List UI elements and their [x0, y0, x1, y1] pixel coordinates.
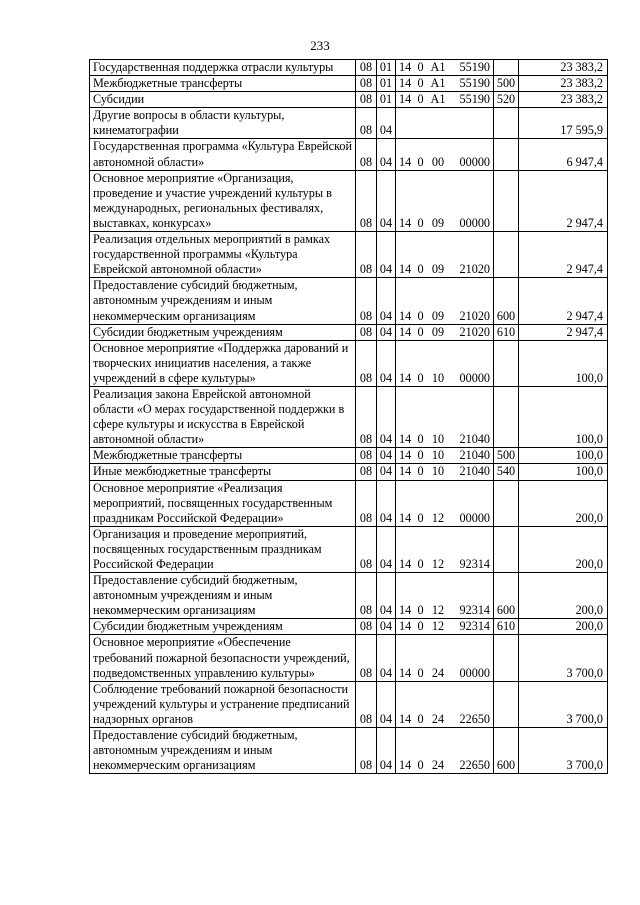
- row-expense-type-code: [494, 526, 519, 572]
- row-amount: 23 383,2: [519, 92, 608, 108]
- table-row: [90, 170, 608, 231]
- row-target-code-activity: 12: [427, 526, 450, 572]
- row-target-code-direction: 21040: [450, 448, 494, 464]
- row-target-code-activity: 24: [427, 635, 450, 681]
- row-section-code: 08: [356, 324, 377, 340]
- row-amount: 6 947,4: [519, 139, 608, 170]
- table-row: [90, 573, 608, 619]
- row-subsection-code: 04: [377, 526, 396, 572]
- row-name: Межбюджетные трансферты: [90, 448, 356, 464]
- row-target-code-program: 14: [396, 635, 415, 681]
- row-target-code-program: 14: [396, 60, 415, 76]
- row-amount: 2 947,4: [519, 278, 608, 324]
- row-target-code-subprogram: 0: [415, 681, 427, 727]
- row-target-code-subprogram: 0: [415, 728, 427, 774]
- row-expense-type-code: [494, 170, 519, 231]
- row-expense-type-code: 600: [494, 728, 519, 774]
- row-target-code-program: 14: [396, 573, 415, 619]
- row-name: Предоставление субсидий бюджетным, автономным учреждениям и иным некоммерческим организациям: [90, 728, 356, 774]
- table-row: [90, 139, 608, 170]
- row-subsection-code: 04: [377, 464, 396, 480]
- row-target-code-program: [396, 108, 415, 139]
- row-target-code-subprogram: 0: [415, 635, 427, 681]
- table-row: [90, 108, 608, 139]
- row-target-code-activity: 10: [427, 448, 450, 464]
- row-target-code-program: 14: [396, 681, 415, 727]
- row-target-code-program: 14: [396, 76, 415, 92]
- table-row: [90, 340, 608, 386]
- row-target-code-program: 14: [396, 92, 415, 108]
- row-name: Субсидии бюджетным учреждениям: [90, 619, 356, 635]
- row-target-code-subprogram: 0: [415, 340, 427, 386]
- row-target-code-activity: А1: [427, 92, 450, 108]
- row-name: Основное мероприятие «Реализация мероприятий, посвященных государственным праздникам Российской Федерации»: [90, 480, 356, 526]
- row-target-code-program: 14: [396, 170, 415, 231]
- row-target-code-direction: 92314: [450, 573, 494, 619]
- row-target-code-direction: 00000: [450, 139, 494, 170]
- row-section-code: 08: [356, 619, 377, 635]
- row-target-code-direction: 92314: [450, 526, 494, 572]
- row-expense-type-code: [494, 635, 519, 681]
- row-subsection-code: 04: [377, 232, 396, 278]
- row-subsection-code: 04: [377, 170, 396, 231]
- row-target-code-program: 14: [396, 619, 415, 635]
- row-name: Основное мероприятие «Обеспечение требований пожарной безопасности учреждений, подведомственных управлению культуры»: [90, 635, 356, 681]
- row-name: Основное мероприятие «Организация, проведение и участие учреждений культуры в международных, региональных фестивалях, выставках, конкурсах»: [90, 170, 356, 231]
- table-row: [90, 464, 608, 480]
- row-amount: 2 947,4: [519, 324, 608, 340]
- row-section-code: 08: [356, 76, 377, 92]
- row-target-code-program: 14: [396, 278, 415, 324]
- row-name: Государственная поддержка отрасли культуры: [90, 60, 356, 76]
- row-target-code-direction: [450, 108, 494, 139]
- row-amount: 200,0: [519, 526, 608, 572]
- row-target-code-subprogram: 0: [415, 573, 427, 619]
- row-name: Предоставление субсидий бюджетным, автономным учреждениям и иным некоммерческим организациям: [90, 278, 356, 324]
- row-target-code-direction: 21040: [450, 386, 494, 447]
- row-section-code: 08: [356, 232, 377, 278]
- table-row: [90, 386, 608, 447]
- row-subsection-code: 01: [377, 76, 396, 92]
- row-target-code-program: 14: [396, 340, 415, 386]
- row-amount: 100,0: [519, 448, 608, 464]
- row-subsection-code: 04: [377, 108, 396, 139]
- row-name: Иные межбюджетные трансферты: [90, 464, 356, 480]
- row-target-code-activity: 12: [427, 480, 450, 526]
- table-row: [90, 526, 608, 572]
- table-row: [90, 681, 608, 727]
- row-name: Реализация отдельных мероприятий в рамках государственной программы «Культура Еврейской автономной области»: [90, 232, 356, 278]
- table-row: [90, 232, 608, 278]
- row-target-code-activity: 09: [427, 324, 450, 340]
- row-section-code: 08: [356, 526, 377, 572]
- row-target-code-activity: 09: [427, 278, 450, 324]
- row-target-code-program: 14: [396, 526, 415, 572]
- table-row: [90, 76, 608, 92]
- row-section-code: 08: [356, 480, 377, 526]
- row-target-code-subprogram: 0: [415, 619, 427, 635]
- table-row: [90, 60, 608, 76]
- row-subsection-code: 04: [377, 139, 396, 170]
- row-expense-type-code: 600: [494, 278, 519, 324]
- row-target-code-subprogram: 0: [415, 526, 427, 572]
- row-section-code: 08: [356, 108, 377, 139]
- row-amount: 100,0: [519, 464, 608, 480]
- row-name: Субсидии бюджетным учреждениям: [90, 324, 356, 340]
- row-target-code-direction: 92314: [450, 619, 494, 635]
- row-section-code: 08: [356, 139, 377, 170]
- row-name: Субсидии: [90, 92, 356, 108]
- row-target-code-subprogram: [415, 108, 427, 139]
- row-subsection-code: 04: [377, 324, 396, 340]
- table-row: [90, 324, 608, 340]
- row-target-code-program: 14: [396, 232, 415, 278]
- row-section-code: 08: [356, 170, 377, 231]
- row-target-code-activity: 12: [427, 573, 450, 619]
- row-expense-type-code: 610: [494, 324, 519, 340]
- row-target-code-direction: 00000: [450, 635, 494, 681]
- row-amount: 3 700,0: [519, 728, 608, 774]
- row-section-code: 08: [356, 728, 377, 774]
- row-target-code-subprogram: 0: [415, 386, 427, 447]
- row-expense-type-code: 540: [494, 464, 519, 480]
- page-number: 233: [310, 38, 330, 53]
- row-name: Соблюдение требований пожарной безопасности учреждений культуры и устранение предписаний надзорных органов: [90, 681, 356, 727]
- row-section-code: 08: [356, 573, 377, 619]
- row-target-code-activity: 10: [427, 464, 450, 480]
- row-target-code-activity: [427, 108, 450, 139]
- row-name: Основное мероприятие «Поддержка дарований и творческих инициатив населения, а также учреждений в сфере культуры»: [90, 340, 356, 386]
- row-amount: 23 383,2: [519, 60, 608, 76]
- row-subsection-code: 04: [377, 386, 396, 447]
- row-target-code-program: 14: [396, 464, 415, 480]
- row-expense-type-code: 500: [494, 76, 519, 92]
- row-target-code-direction: 22650: [450, 728, 494, 774]
- row-amount: 100,0: [519, 386, 608, 447]
- row-subsection-code: 04: [377, 573, 396, 619]
- row-target-code-activity: 09: [427, 170, 450, 231]
- row-target-code-activity: 10: [427, 386, 450, 447]
- row-expense-type-code: 600: [494, 573, 519, 619]
- row-target-code-activity: 24: [427, 728, 450, 774]
- row-target-code-direction: 22650: [450, 681, 494, 727]
- row-expense-type-code: [494, 340, 519, 386]
- row-name: Государственная программа «Культура Еврейской автономной области»: [90, 139, 356, 170]
- row-target-code-direction: 21040: [450, 464, 494, 480]
- row-name: Межбюджетные трансферты: [90, 76, 356, 92]
- row-expense-type-code: [494, 60, 519, 76]
- row-target-code-subprogram: 0: [415, 170, 427, 231]
- row-amount: 200,0: [519, 619, 608, 635]
- row-target-code-program: 14: [396, 324, 415, 340]
- row-section-code: 08: [356, 448, 377, 464]
- row-section-code: 08: [356, 340, 377, 386]
- row-section-code: 08: [356, 635, 377, 681]
- table-row: [90, 635, 608, 681]
- row-target-code-direction: 55190: [450, 60, 494, 76]
- row-amount: 200,0: [519, 573, 608, 619]
- row-subsection-code: 04: [377, 480, 396, 526]
- row-subsection-code: 04: [377, 681, 396, 727]
- row-target-code-subprogram: 0: [415, 92, 427, 108]
- table-row: [90, 480, 608, 526]
- row-name: Предоставление субсидий бюджетным, автономным учреждениям и иным некоммерческим организациям: [90, 573, 356, 619]
- row-name: Другие вопросы в области культуры, кинематографии: [90, 108, 356, 139]
- row-target-code-subprogram: 0: [415, 232, 427, 278]
- row-section-code: 08: [356, 60, 377, 76]
- row-amount: 200,0: [519, 480, 608, 526]
- budget-table: [89, 59, 608, 774]
- row-subsection-code: 04: [377, 340, 396, 386]
- row-target-code-activity: 12: [427, 619, 450, 635]
- row-subsection-code: 04: [377, 619, 396, 635]
- row-target-code-program: 14: [396, 480, 415, 526]
- row-name: Организация и проведение мероприятий, посвященных государственным праздникам Российской Федерации: [90, 526, 356, 572]
- row-section-code: 08: [356, 464, 377, 480]
- row-target-code-direction: 21020: [450, 278, 494, 324]
- row-section-code: 08: [356, 278, 377, 324]
- row-expense-type-code: [494, 480, 519, 526]
- row-target-code-subprogram: 0: [415, 464, 427, 480]
- row-target-code-direction: 00000: [450, 170, 494, 231]
- row-amount: 3 700,0: [519, 681, 608, 727]
- row-subsection-code: 04: [377, 728, 396, 774]
- row-name: Реализация закона Еврейской автономной области «О мерах государственной поддержки в сфере культуры и искусства в Еврейской автономной области»: [90, 386, 356, 447]
- row-expense-type-code: 610: [494, 619, 519, 635]
- row-target-code-program: 14: [396, 728, 415, 774]
- row-target-code-program: 14: [396, 386, 415, 447]
- row-subsection-code: 04: [377, 278, 396, 324]
- row-target-code-activity: 10: [427, 340, 450, 386]
- row-subsection-code: 04: [377, 635, 396, 681]
- row-target-code-activity: 00: [427, 139, 450, 170]
- row-amount: 2 947,4: [519, 232, 608, 278]
- row-target-code-subprogram: 0: [415, 448, 427, 464]
- row-subsection-code: 04: [377, 448, 396, 464]
- table-row: [90, 92, 608, 108]
- table-row: [90, 278, 608, 324]
- row-subsection-code: 01: [377, 92, 396, 108]
- row-target-code-subprogram: 0: [415, 324, 427, 340]
- row-amount: 17 595,9: [519, 108, 608, 139]
- row-target-code-subprogram: 0: [415, 480, 427, 526]
- table-row: [90, 619, 608, 635]
- table-row: [90, 448, 608, 464]
- row-section-code: 08: [356, 681, 377, 727]
- row-expense-type-code: [494, 232, 519, 278]
- row-subsection-code: 01: [377, 60, 396, 76]
- row-amount: 2 947,4: [519, 170, 608, 231]
- row-target-code-activity: 09: [427, 232, 450, 278]
- row-section-code: 08: [356, 386, 377, 447]
- row-target-code-subprogram: 0: [415, 278, 427, 324]
- row-expense-type-code: 500: [494, 448, 519, 464]
- row-target-code-direction: 55190: [450, 76, 494, 92]
- row-target-code-direction: 00000: [450, 480, 494, 526]
- row-expense-type-code: [494, 681, 519, 727]
- row-expense-type-code: [494, 108, 519, 139]
- row-target-code-subprogram: 0: [415, 139, 427, 170]
- row-target-code-activity: А1: [427, 76, 450, 92]
- row-target-code-activity: 24: [427, 681, 450, 727]
- row-target-code-program: 14: [396, 139, 415, 170]
- row-target-code-activity: А1: [427, 60, 450, 76]
- row-expense-type-code: [494, 139, 519, 170]
- row-expense-type-code: 520: [494, 92, 519, 108]
- row-expense-type-code: [494, 386, 519, 447]
- row-amount: 3 700,0: [519, 635, 608, 681]
- row-target-code-direction: 21020: [450, 324, 494, 340]
- row-section-code: 08: [356, 92, 377, 108]
- row-target-code-subprogram: 0: [415, 60, 427, 76]
- row-amount: 100,0: [519, 340, 608, 386]
- row-target-code-direction: 55190: [450, 92, 494, 108]
- row-target-code-direction: 00000: [450, 340, 494, 386]
- row-target-code-direction: 21020: [450, 232, 494, 278]
- table-row: [90, 728, 608, 774]
- row-target-code-subprogram: 0: [415, 76, 427, 92]
- row-amount: 23 383,2: [519, 76, 608, 92]
- row-target-code-program: 14: [396, 448, 415, 464]
